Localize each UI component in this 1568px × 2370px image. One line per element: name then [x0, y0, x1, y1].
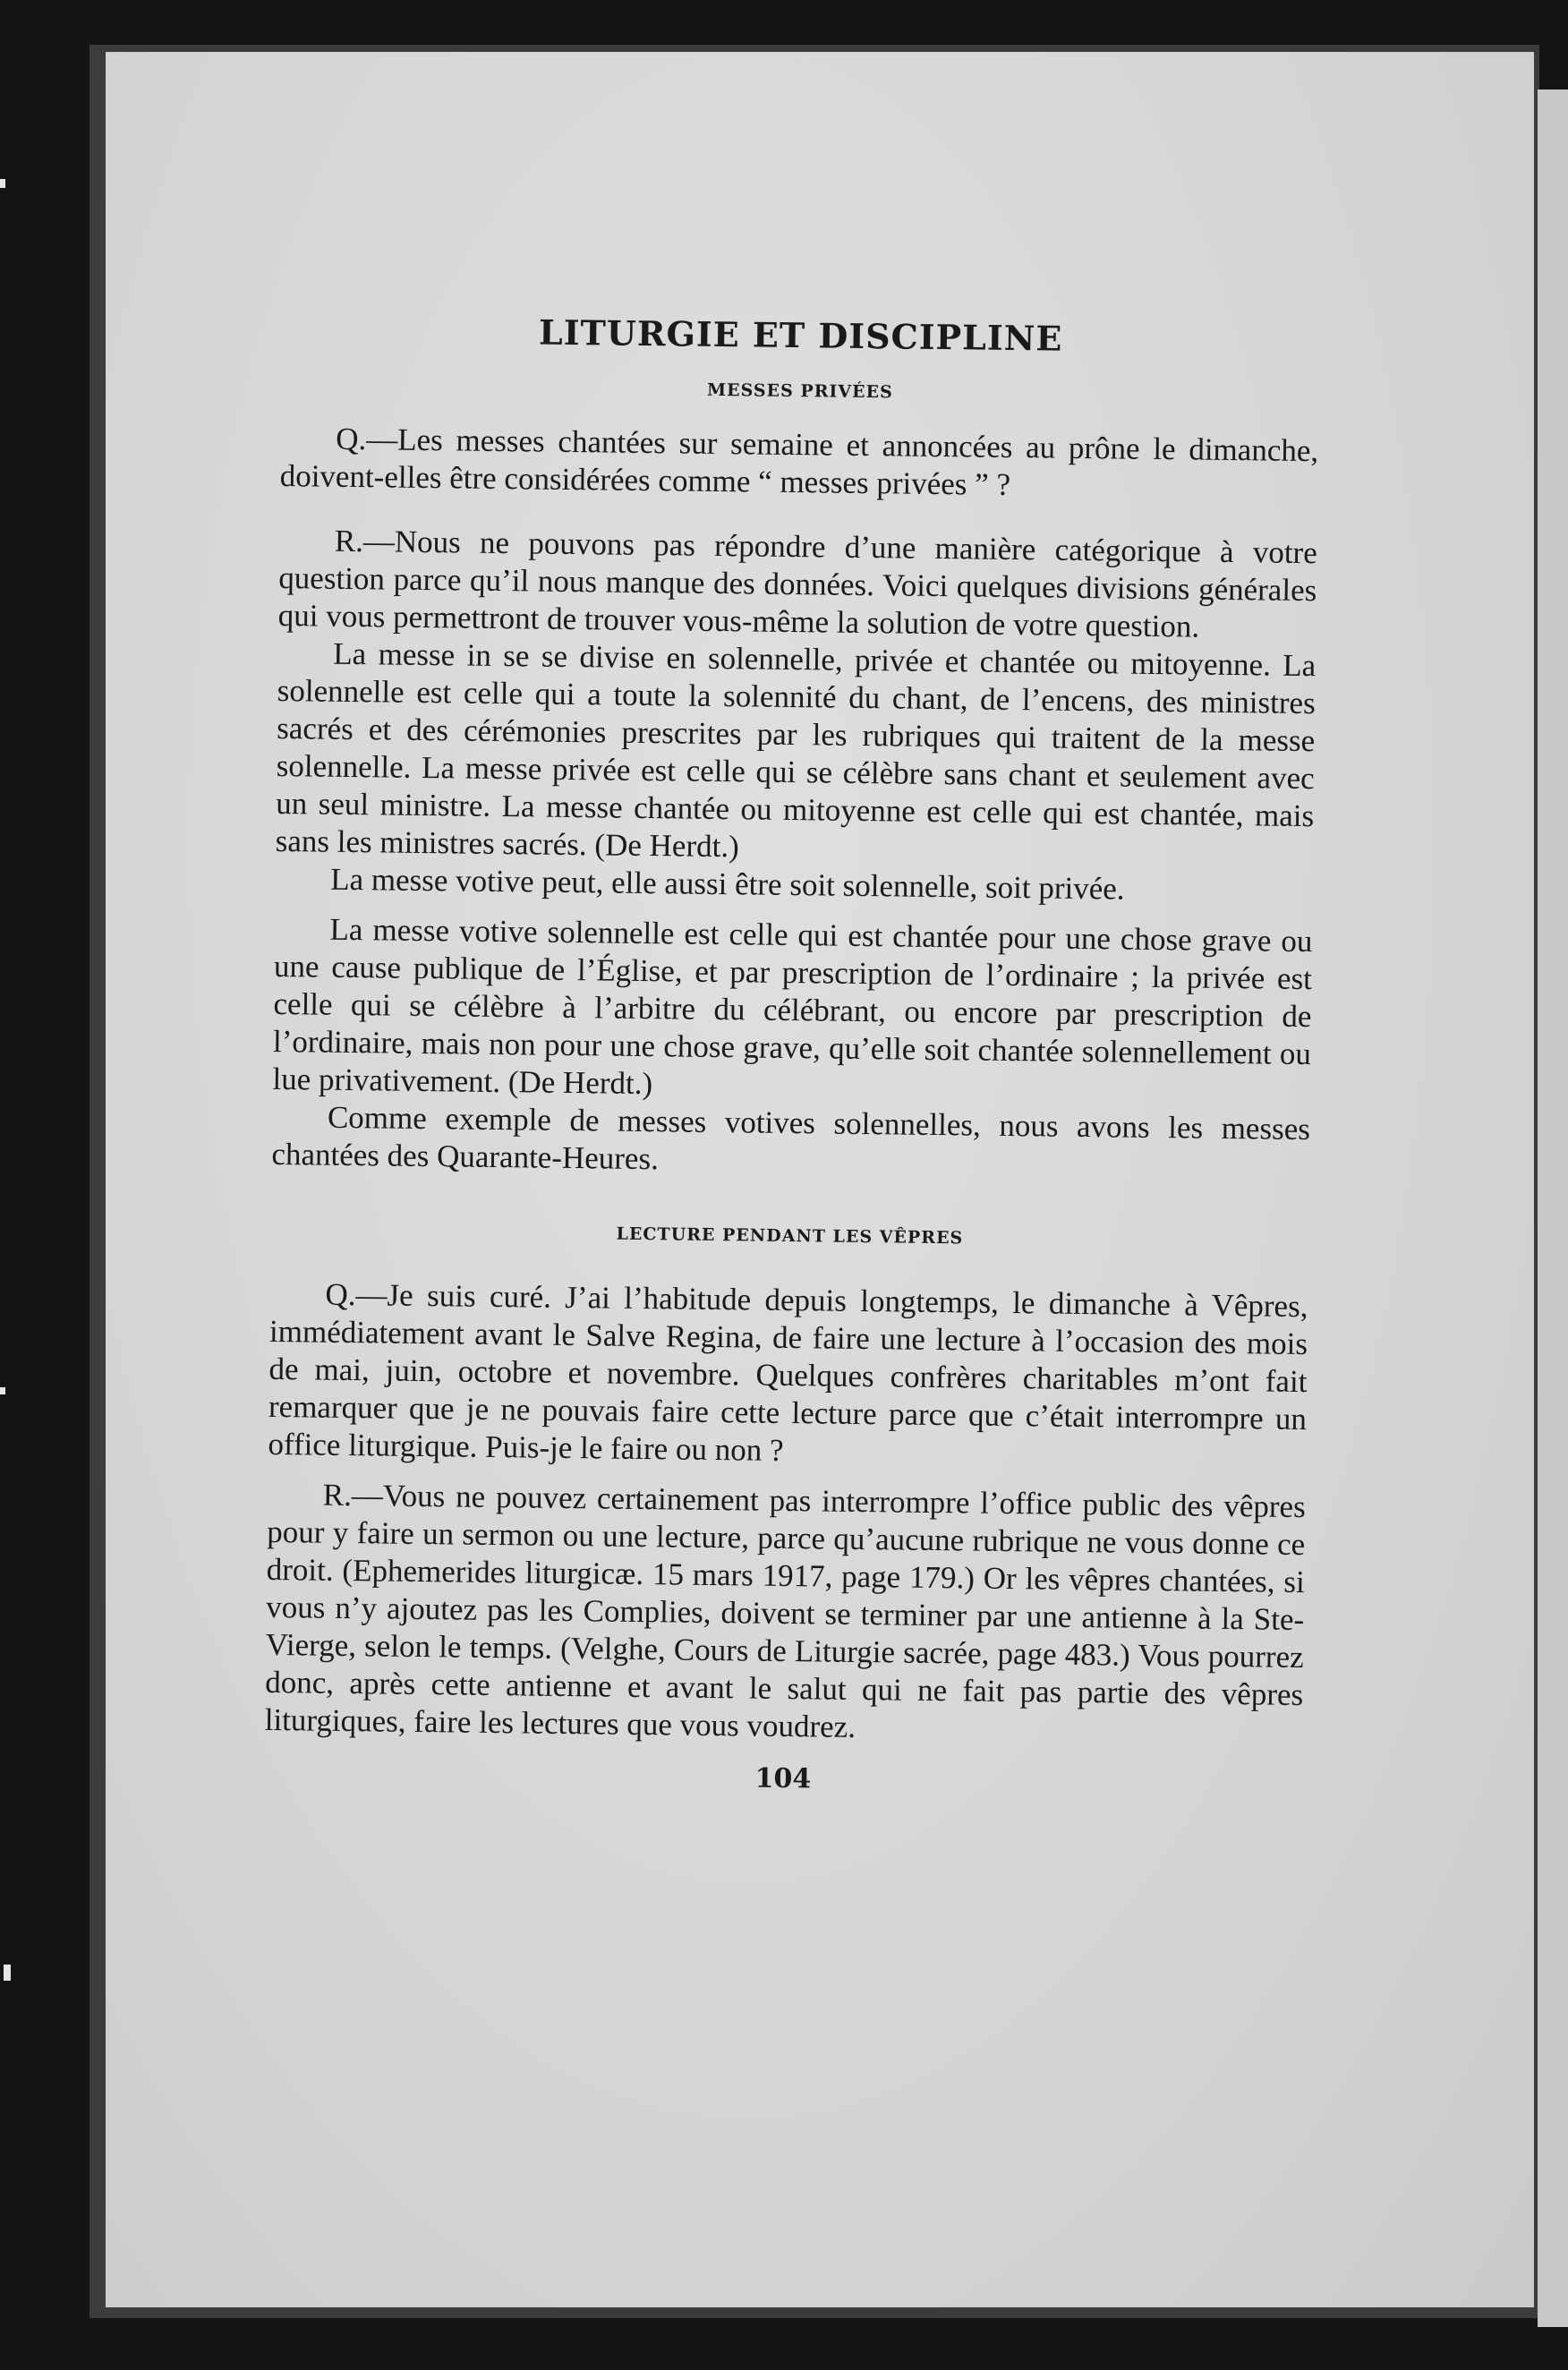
- page-title: LITURGIE ET DISCIPLINE: [538, 311, 1063, 359]
- scan-edge-mark: [0, 179, 5, 188]
- body-paragraph: La messe votive peut, elle aussi être soit solennelle, soit privée.: [329, 861, 1125, 907]
- page-number: 104: [754, 1762, 812, 1795]
- scan-edge-mark: [0, 1387, 5, 1394]
- question-paragraph: Q.—Je suis curé. J’ai l’habitude depuis longtemps, le dimanche à Vêpres, immédiatement avant le Salve Regina, de faire une lecture à l’occasion des mois de mai, juin, octobre et novembre. Quelques confrères charitables m’ont fait remarquer que je ne pouvais faire cette lecture parce que c’était interrompre un office liturgique. Puis-je le faire ou non ?: [268, 1276, 1308, 1468]
- section-heading: MESSES PRIVÉES: [706, 379, 893, 403]
- answer-paragraph: R.—Nous ne pouvons pas répondre d’une manière catégorique à votre question parce qu’il nous manque des données. Voici quelques divisions générales qui vous permettront de trouver vous-même la solution de votre question.: [277, 523, 1317, 644]
- body-paragraph: La messe votive solennelle est celle qui est chantée pour une chose grave ou une cause publique de l’Église, et par prescription de l’ordinaire ; la privée est celle qui se célèbre à l’arbitre du célébrant, ou encore par prescription de l’ordinaire, mais non pour une chose grave, qu’elle soit chantée solennellement ou lue privativement. (De Herdt.): [272, 911, 1313, 1102]
- section-heading: LECTURE PENDANT LES VÊPRES: [616, 1223, 964, 1249]
- question-paragraph: Q.—Les messes chantées sur semaine et annoncées au prône le dimanche, doivent-elles être considérées comme “ messes privées ” ?: [279, 421, 1319, 502]
- body-paragraph: La messe in se se divise en solennelle, privée et chantée ou mitoyenne. La solennelle est celle qui a toute la solennité du chant, de l’encens, des ministres sacrés et des cérémonies prescrites par les rubriques qui traitent de la messe solennelle. La messe privée est celle qui se célèbre sans chant et seulement avec un seul ministre. La messe chantée ou mitoyenne est celle qui est chantée, mais sans les ministres sacrés. (De Herdt.): [275, 635, 1317, 865]
- scan-edge-mark: [4, 1965, 11, 1981]
- body-paragraph: Comme exemple de messes votives solennelles, nous avons les messes chantées des Quarante-Heures.: [271, 1099, 1311, 1177]
- answer-paragraph: R.—Vous ne pouvez certainement pas interrompre l’office public des vêpres pour y faire un sermon ou une lecture, parce qu’aucune rubrique ne vous donne ce droit. (Ephemerides liturgicæ. 15 mars 1917, page 179.) Or les vêpres chantées, si vous n’y ajoutez pas les Complies, doivent se terminer par une antienne à la Ste-Vierge, selon le temps. (Velghe, Cours de Liturgie sacrée, page 483.) Vous pourrez donc, après cette antienne et avant le salut qui ne fait pas partie des vêpres liturgiques, faire les lectures que vous voudrez.: [264, 1477, 1306, 1744]
- adjacent-page-edge: [1538, 90, 1568, 2327]
- page-text: [264, 309, 1320, 1801]
